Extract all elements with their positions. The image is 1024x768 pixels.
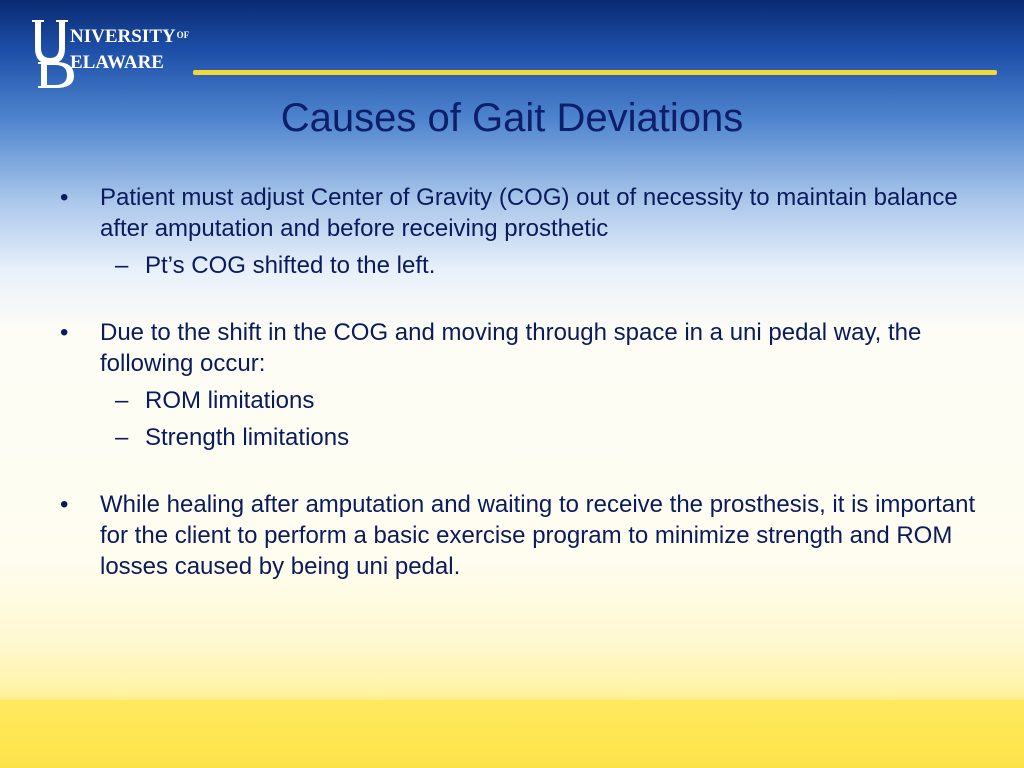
logo-university-text: $NIVERSITY^{OF}$: [70, 26, 190, 47]
bullet-text: While healing after amputation and waiting to receive the prosthesis, it is important for the client to perform a basic exercise program to minimize strength and ROM losses caused by being uni pedal.: [100, 491, 976, 580]
bullet-marker: •: [60, 491, 69, 518]
bullet-item: [60, 489, 980, 582]
sub-bullet-item: [60, 250, 980, 281]
bullet-item: [60, 182, 980, 244]
sub-bullet-text: Strength limitations: [145, 424, 350, 451]
bullet-text: Patient must adjust Center of Gravity (COG) out of necessity to maintain balance after amputation and before receiving prosthetic: [100, 184, 958, 242]
sub-bullet-text: Pt’s COG shifted to the left.: [145, 252, 436, 279]
bullet-item: [60, 317, 980, 379]
bullet-marker: •: [60, 319, 69, 346]
sub-bullet-marker: –: [115, 252, 129, 279]
university-logo: [30, 18, 190, 90]
slide-body: [60, 182, 980, 582]
sub-bullet-marker: –: [115, 387, 129, 414]
bullet-marker: •: [60, 184, 69, 211]
slide-title: Causes of Gait Deviations: [280, 96, 744, 140]
sub-bullet-item: [60, 422, 980, 453]
logo-of-text: OF: [176, 30, 190, 40]
bullet-text: Due to the shift in the COG and moving through space in a uni pedal way, the following occur:: [100, 319, 922, 377]
header-divider: [193, 70, 997, 75]
logo-delaware-text: ELAWARE: [70, 52, 164, 73]
sub-bullet-text: ROM limitations: [145, 387, 315, 414]
sub-bullet-item: [60, 385, 980, 416]
footer-band: [0, 700, 1024, 768]
sub-bullet-marker: –: [115, 424, 129, 451]
